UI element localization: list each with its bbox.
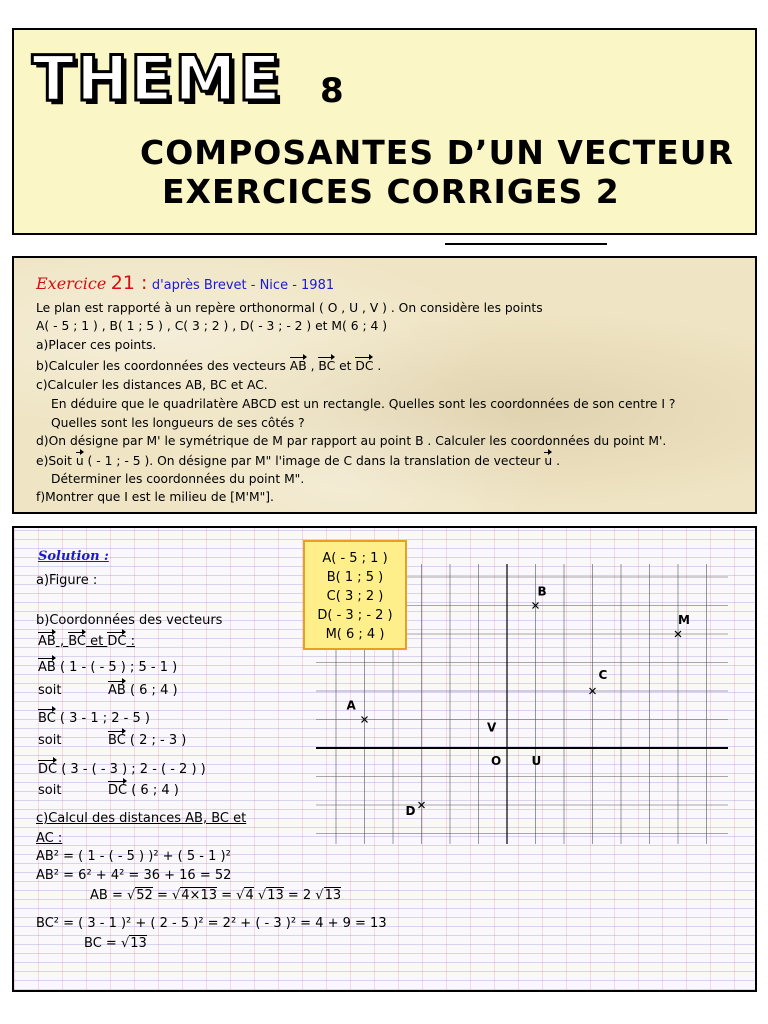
bc-result [108, 734, 186, 747]
exercise-line-11: f)Montrer que I est le milieu de [M'M"]. [36, 490, 274, 504]
vector-bc: BC [318, 359, 336, 373]
bc-soit: soit [38, 733, 62, 748]
exercise-line-9 [36, 455, 560, 467]
vector-dc: DC [107, 634, 127, 649]
exercise-box [12, 256, 757, 514]
ab-result [108, 684, 178, 697]
solution-b-title: b)Coordonnées des vecteurs [36, 613, 223, 628]
solution-c-title-2: AC : [36, 831, 63, 846]
vector-u: u [75, 454, 84, 468]
exercise-line-3: a)Placer ces points. [36, 338, 157, 352]
page-title: COMPOSANTES D’UN VECTEUR [140, 133, 734, 172]
text: . [373, 359, 382, 373]
vector-ab: AB [108, 683, 126, 698]
exercise-line-1: Le plan est rapporté à un repère orthonormal ( O , U , V ) . On considère les points [36, 301, 543, 315]
bc-calc [38, 712, 150, 725]
text: ( 3 - ( - 3 ) ; 2 - ( - 2 ) ) [57, 762, 206, 777]
exercise-label: Exercice [36, 274, 107, 293]
text: e)Soit [36, 454, 76, 468]
exercise-source: d'après Brevet - Nice - 1981 [151, 278, 335, 293]
origin-label: O [491, 754, 502, 768]
text: ( 1 - ( - 5 ) ; 5 - 1 ) [55, 660, 178, 675]
exercise-line-10: Déterminer les coordonnées du point M". [51, 472, 305, 486]
solution-title-text: Solution : [38, 549, 109, 564]
ab-squared-1: AB² = ( 1 - ( - 5 ) )² + ( 5 - 1 )² [36, 849, 231, 864]
ab-squared-2: AB² = 6² + 4² = 36 + 16 = 52 [36, 868, 232, 883]
text: b)Calculer les coordonnées des vecteurs [36, 359, 290, 373]
text: , [306, 359, 319, 373]
text [254, 888, 258, 903]
theme-word: THEME [32, 42, 283, 115]
solution-b-vectors [38, 635, 135, 648]
legend-point-a: A( - 5 ; 1 ) [322, 551, 388, 566]
vector-u: u [544, 454, 553, 468]
dc-result [108, 784, 179, 797]
text: = [152, 888, 172, 903]
point-a-label: A [346, 698, 356, 713]
solution-title [38, 550, 109, 563]
text: . [552, 454, 560, 468]
exercise-heading [36, 272, 334, 294]
legend-point-b: B( 1 ; 5 ) [326, 570, 384, 585]
vector-dc: DC [38, 762, 58, 777]
legend-point-c: C( 3 ; 2 ) [326, 589, 384, 604]
legend-point-d: D( - 3 ; - 2 ) [317, 608, 393, 623]
page-subtitle: EXERCICES CORRIGES 2 [162, 172, 620, 211]
solution-a: a)Figure : [36, 573, 98, 588]
root: 13 [324, 888, 342, 903]
vector-ab: AB [289, 359, 307, 373]
exercise-line-4 [36, 360, 381, 372]
dc-soit: soit [38, 783, 62, 798]
unit-u-label: U [531, 754, 542, 768]
bc-distance: BC = √13 [84, 936, 147, 951]
vector-ab: AB [38, 634, 56, 649]
theme-number: 8 [320, 71, 344, 111]
unit-v-label: V [487, 720, 497, 735]
point-c-label: C [598, 668, 608, 682]
text: et [86, 634, 108, 649]
separator-line [445, 243, 607, 245]
vector-dc: DC [108, 783, 128, 798]
solution-c-title: c)Calcul des distances AB, BC et [36, 811, 247, 826]
text: : [126, 634, 135, 649]
root: 4×13 [181, 888, 217, 903]
text: AB = [90, 888, 127, 903]
vector-bc: BC [68, 634, 86, 649]
ab-distance: AB = √52 = √4×13 = √4 √13 = 2 √13 [90, 888, 342, 903]
vector-dc: DC [355, 359, 374, 373]
root: 4 [245, 888, 254, 903]
exercise-line-2: A( - 5 ; 1 ) , B( 1 ; 5 ) , C( 3 ; 2 ) , D( - 3 ; - 2 ) et M( 6 ; 4 ) [36, 319, 388, 333]
text: ( 6 ; 4 ) [125, 683, 178, 698]
vector-bc: BC [38, 711, 56, 726]
ab-soit: soit [38, 683, 62, 698]
dc-calc [38, 763, 206, 776]
exercise-number: 21 : [110, 272, 148, 294]
exercise-line-5: c)Calculer les distances AB, BC et AC. [36, 378, 268, 392]
text: = [217, 888, 237, 903]
text: ( 3 - 1 ; 2 - 5 ) [55, 711, 150, 726]
point-m-label: M [678, 613, 690, 627]
text: ( - 1 ; - 5 ). On désigne par M" l'image de C dans la translation de vecteur [83, 454, 545, 468]
exercise-line-6: En déduire que le quadrilatère ABCD est un rectangle. Quelles sont les coordonnées de son centre I ? [51, 397, 676, 411]
text: , [55, 634, 69, 649]
text: ( 6 ; 4 ) [127, 783, 179, 798]
points-legend [303, 540, 407, 650]
point-d-label: D [405, 804, 416, 818]
root: 13 [267, 888, 284, 903]
root: 52 [136, 888, 153, 903]
vector-ab: AB [38, 660, 56, 675]
title-box [12, 28, 757, 235]
text: BC = [84, 936, 121, 951]
legend-point-m: M( 6 ; 4 ) [325, 627, 385, 642]
vector-bc: BC [108, 733, 126, 748]
exercise-line-7: Quelles sont les longueurs de ses côtés ? [51, 416, 305, 430]
text: ( 2 ; - 3 ) [125, 733, 187, 748]
ab-calc [38, 661, 177, 674]
exercise-line-8: d)On désigne par M' le symétrique de M par rapport au point B . Calculer les coordonnées du point M'. [36, 434, 667, 448]
point-b-label: B [537, 584, 547, 599]
root: 13 [130, 936, 147, 951]
bc-squared: BC² = ( 3 - 1 )² + ( 2 - 5 )² = 2² + ( - 3 )² = 4 + 9 = 13 [36, 916, 387, 931]
text: = 2 [283, 888, 316, 903]
text: et [335, 359, 356, 373]
